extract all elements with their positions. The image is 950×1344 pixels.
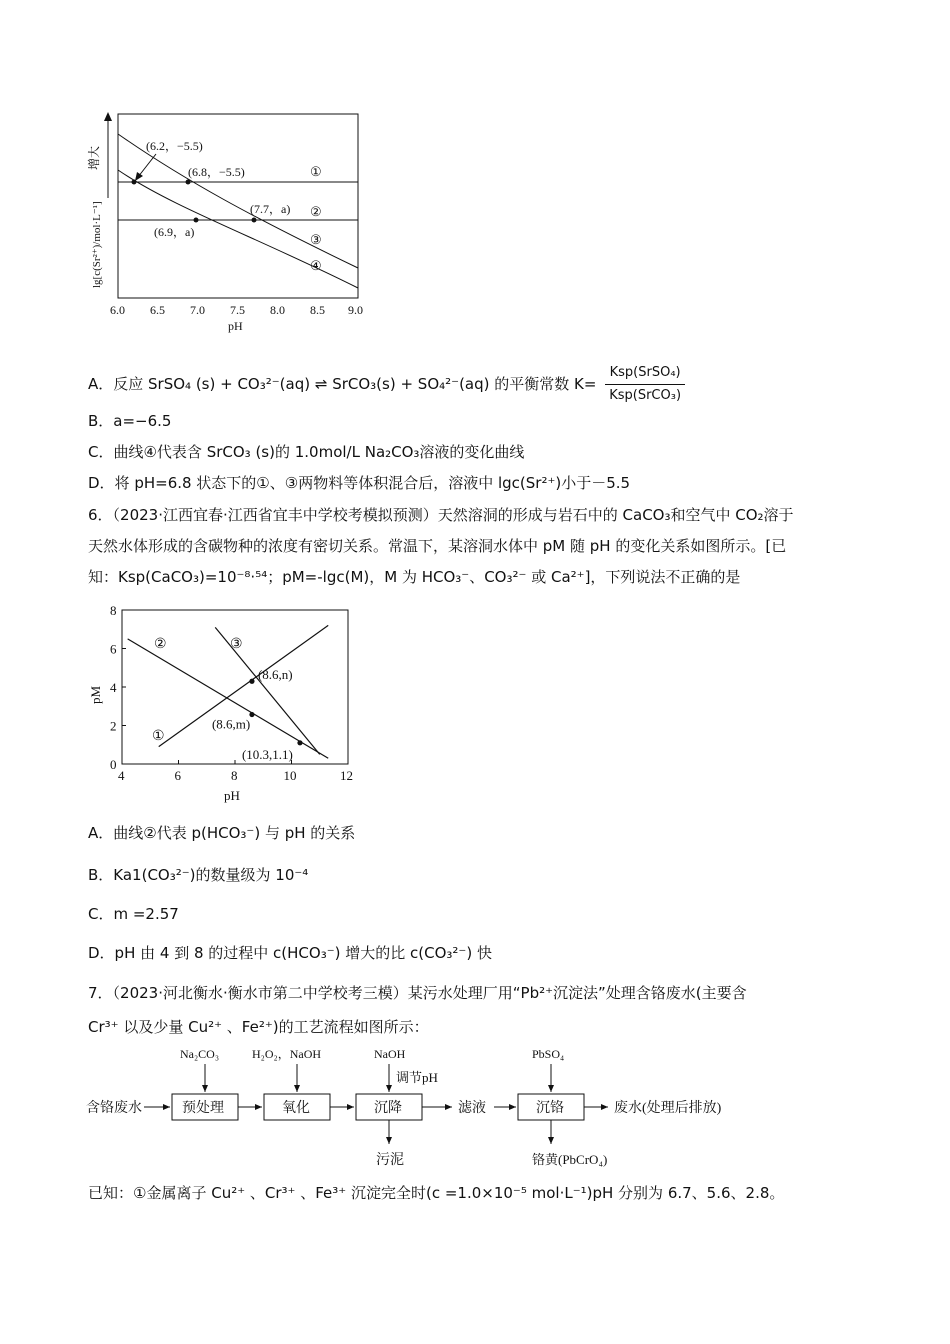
flow-reagent: H₂O₂，NaOH <box>252 1047 322 1061</box>
q6-xlabel: pH <box>224 788 240 803</box>
q6-option-d: D．pH 由 4 到 8 的过程中 c(HCO₃⁻) 增大的比 c(CO₃²⁻) 快 <box>88 944 492 962</box>
q6-stem-line-3: 知：Ksp(CaCO₃)=10⁻⁸·⁵⁴；pM=-lgc(M)，M 为 HCO₃⁻、CO₃²⁻ 或 Ca²⁺]，下列说法不正确的是 <box>88 568 741 586</box>
flow-reagent: Na₂CO₃ <box>180 1047 220 1061</box>
q5-curve-label: ③ <box>310 232 322 247</box>
flow-input: 含铬废水 <box>86 1101 142 1116</box>
q5-xlabel: pH <box>228 319 243 333</box>
svg-text:9.0: 9.0 <box>348 303 363 317</box>
y-tick-label: 6 <box>110 641 117 657</box>
q5-up-arrow-icon <box>104 112 112 121</box>
x-tick-label: 4 <box>118 768 125 783</box>
q6-ylabel: pM <box>88 685 103 704</box>
q6-marked-point <box>249 679 254 684</box>
fraction-denominator: Ksp(SrCO₃) <box>609 388 682 403</box>
q6-point-label: (10.3,1.1) <box>241 746 293 762</box>
q7-stem-line-2: Cr³⁺ 以及少量 Cu²⁺ 、Fe²⁺)的工艺流程如图所示： <box>88 1018 429 1036</box>
q6-curve-label: ① <box>152 729 165 744</box>
flow-sludge: 污泥 <box>376 1153 404 1168</box>
y-tick-label: 0 <box>110 757 117 772</box>
q5-option-c: C．曲线④代表含 SrCO₃ (s)的 1.0mol/L Na₂CO₃溶液的变化曲线 <box>88 443 525 461</box>
q6-marked-point <box>297 740 302 745</box>
q6-point-label: (8.6,m) <box>211 716 251 732</box>
x-tick-label: 8 <box>231 768 238 783</box>
q5-curve-label: ④ <box>310 258 322 273</box>
q7-stem-line-1: 7．（2023·河北衡水·衡水市第二中学校考三模）某污水处理厂用“Pb²⁺沉淀法”处理含铬废水(主要含 <box>88 984 747 1002</box>
q7-known: 已知：①金属离子 Cu²⁺ 、Cr³⁺ 、Fe³⁺ 沉淀完全时(c =1.0×10⁻⁵ mol·L⁻¹)pH 分别为 6.7、5.6、2.8。 <box>88 1184 785 1202</box>
flow-step-label: 氧化 <box>282 1101 310 1116</box>
flow-output: 废水(处理后排放) <box>614 1101 722 1116</box>
x-tick-label: 12 <box>340 768 353 783</box>
q5-figure <box>84 108 384 338</box>
q5-option-a <box>88 362 685 407</box>
x-tick-label: 6 <box>174 768 181 783</box>
q5-curve-label: ① <box>310 164 322 179</box>
svg-text:7.0: 7.0 <box>190 303 205 317</box>
y-tick-label: 8 <box>110 603 117 618</box>
q6-curve-label: ③ <box>230 637 243 652</box>
flow-reagent: PbSO₄ <box>532 1047 565 1061</box>
flow-product: 铬黄(PbCrO₄) <box>532 1152 608 1167</box>
q5-point <box>194 218 199 223</box>
flow-filtrate: 滤液 <box>458 1101 486 1116</box>
q7-flowchart <box>84 1040 784 1170</box>
svg-text:6.0: 6.0 <box>110 303 125 317</box>
q5-point <box>252 218 257 223</box>
q5-option-a-text: A．反应 SrSO₄ (s) + CO₃²⁻(aq) ⇌ SrCO₃(s) + SO₄²⁻(aq) 的平衡常数 K= <box>88 375 597 393</box>
q5-curve-3 <box>118 134 358 268</box>
q5-point <box>186 180 191 185</box>
q6-point-label: (8.6,n) <box>257 667 293 683</box>
q6-stem-line-2: 天然水体形成的含碳物种的浓度有密切关系。常温下，某溶洞水体中 pM 随 pH 的变化关系如图所示。[已 <box>88 537 787 555</box>
y-tick-label: 2 <box>110 718 117 734</box>
q6-stem-line-1: 6．（2023·江西宜春·江西省宜丰中学校考模拟预测）天然溶洞的形成与岩石中的 CaCO₃和空气中 CO₂溶于 <box>88 506 794 524</box>
q5-x-ticks <box>110 303 363 317</box>
flow-step-label: 沉降 <box>374 1101 402 1116</box>
flow-step-label: 预处理 <box>182 1101 224 1116</box>
q6-option-c: C．m =2.57 <box>88 905 179 923</box>
flow-reagent: NaOH <box>374 1047 406 1061</box>
q5-point-label: (6.8，−5.5) <box>188 165 245 179</box>
q6-chart <box>84 600 374 810</box>
q5-ylabel: lg[c(Sr²⁺)/mol·L⁻¹] <box>91 201 103 288</box>
flow-step-label: 沉铬 <box>536 1101 564 1116</box>
q5-option-b: B．a=−6.5 <box>88 412 172 430</box>
svg-text:8.5: 8.5 <box>310 303 325 317</box>
q5-option-a-fraction <box>605 362 685 407</box>
q5-yarrow-label: 增大 <box>87 145 101 170</box>
svg-text:6.5: 6.5 <box>150 303 165 317</box>
q5-option-d: D．将 pH=6.8 状态下的①、③两物料等体积混合后，溶液中 lgc(Sr²⁺)小于－5.5 <box>88 474 631 492</box>
q5-point-label: (6.2，−5.5) <box>146 139 203 153</box>
flow-adjust-ph: 调节pH <box>396 1070 438 1085</box>
x-tick-label: 10 <box>283 768 297 783</box>
q5-curve-label: ② <box>310 204 322 219</box>
q6-option-b: B．Ka1(CO₃²⁻)的数量级为 10⁻⁴ <box>88 866 309 884</box>
y-tick-label: 4 <box>110 680 117 695</box>
q6-option-a: A．曲线②代表 p(HCO₃⁻) 与 pH 的关系 <box>88 824 356 842</box>
svg-text:7.5: 7.5 <box>230 303 245 317</box>
fraction-numerator: Ksp(SrSO₄) <box>605 362 685 385</box>
q6-curve-label: ② <box>154 637 167 652</box>
svg-text:8.0: 8.0 <box>270 303 285 317</box>
q5-point-label: (6.9，a) <box>154 225 195 239</box>
q5-point-label: (7.7，a) <box>250 202 291 216</box>
